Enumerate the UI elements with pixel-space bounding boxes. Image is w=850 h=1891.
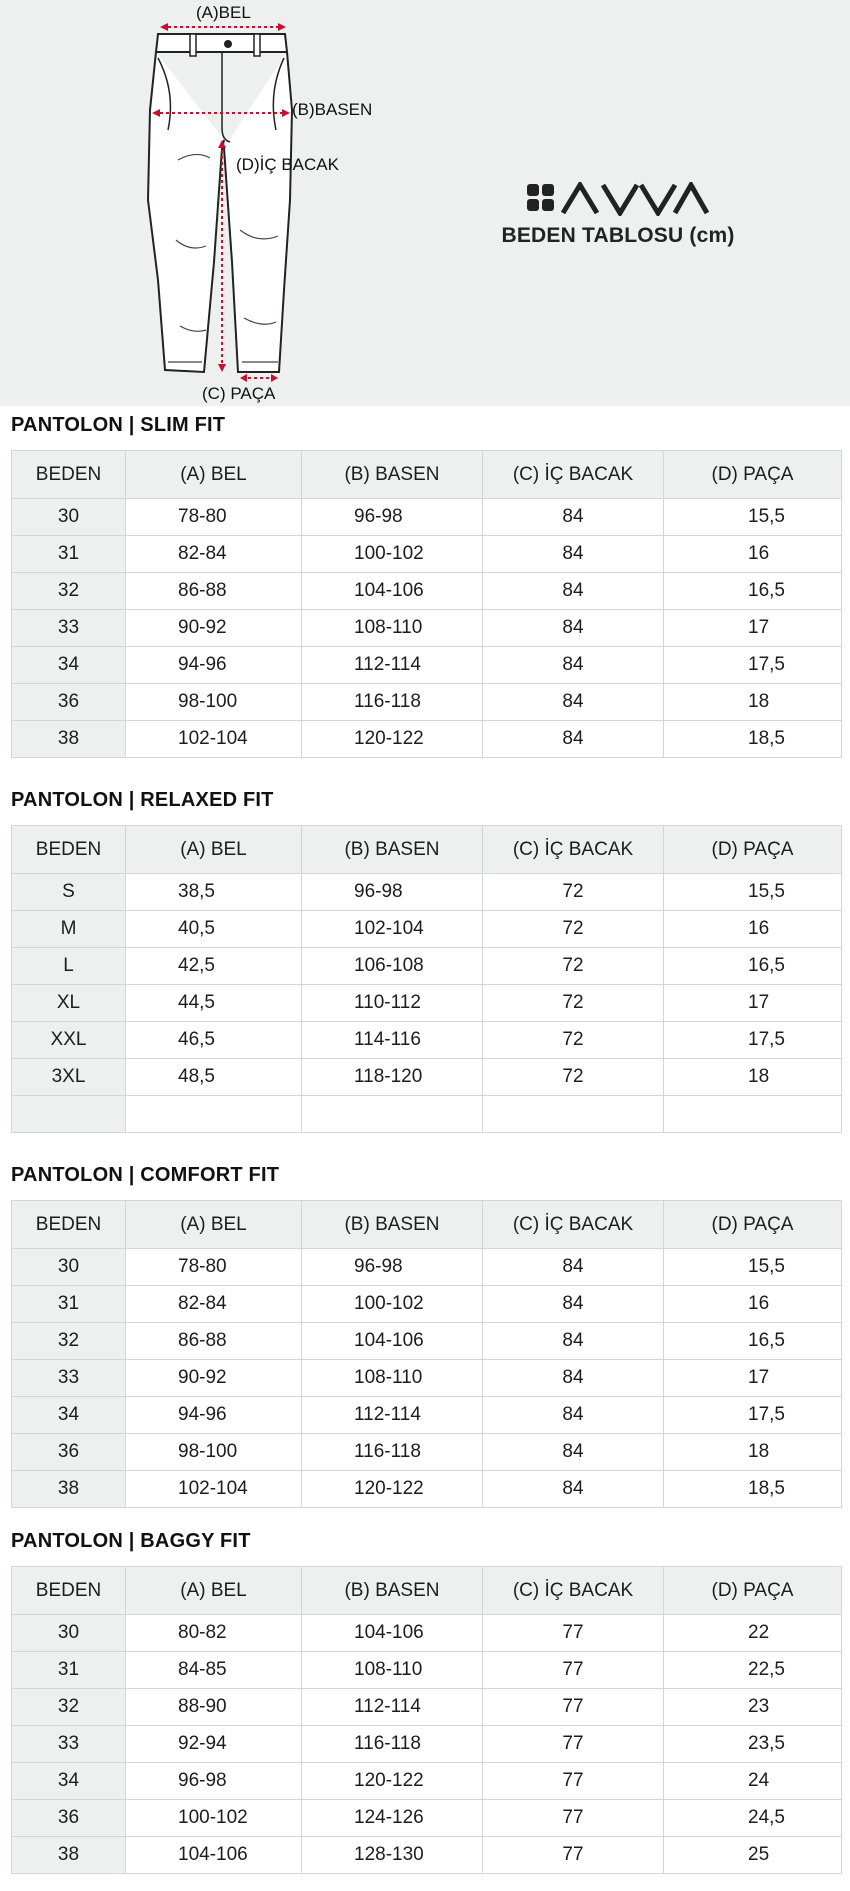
table-row (12, 1726, 842, 1763)
cell: 112-114 (302, 647, 483, 684)
cell: L (12, 948, 126, 985)
table-row (12, 499, 842, 536)
col-header: (B) BASEN (302, 1567, 483, 1615)
cell: 42,5 (126, 948, 302, 985)
col-header: (D) PAÇA (664, 451, 842, 499)
col-header: (A) BEL (126, 826, 302, 874)
cell: 15,5 (664, 499, 842, 536)
cell: 16,5 (664, 948, 842, 985)
cell: 34 (12, 647, 126, 684)
table-row (12, 948, 842, 985)
cell: 84 (483, 1434, 664, 1471)
table-row (12, 874, 842, 911)
cell (12, 1096, 126, 1133)
table-row (12, 610, 842, 647)
cell: 114-116 (302, 1022, 483, 1059)
table-row (12, 1249, 842, 1286)
cell: 30 (12, 1615, 126, 1652)
cell: 104-106 (302, 1615, 483, 1652)
size-table (11, 450, 842, 758)
table-row (12, 1763, 842, 1800)
cell: 30 (12, 1249, 126, 1286)
brand-block (488, 182, 748, 248)
cell: 84 (483, 536, 664, 573)
table-row (12, 647, 842, 684)
label-basen: (B)BASEN (292, 100, 373, 119)
cell: 94-96 (126, 1397, 302, 1434)
col-header: (A) BEL (126, 1201, 302, 1249)
cell: 108-110 (302, 610, 483, 647)
table-header-row (12, 1567, 842, 1615)
col-header: (C) İÇ BACAK (483, 451, 664, 499)
table-row (12, 1397, 842, 1434)
size-chart-title: BEDEN TABLOSU (cm) (501, 224, 735, 247)
cell: 106-108 (302, 948, 483, 985)
pants-diagram (0, 0, 420, 406)
avva-logo (527, 182, 709, 216)
cell: 82-84 (126, 536, 302, 573)
cell: 24 (664, 1763, 842, 1800)
table-row (12, 1286, 842, 1323)
cell: 36 (12, 1800, 126, 1837)
cell: 15,5 (664, 874, 842, 911)
col-header: BEDEN (12, 451, 126, 499)
cell: 104-106 (302, 1323, 483, 1360)
cell: 18 (664, 684, 842, 721)
table-row (12, 573, 842, 610)
cell: 100-102 (302, 1286, 483, 1323)
cell: 98-100 (126, 1434, 302, 1471)
cell: 96-98 (302, 499, 483, 536)
cell: 17,5 (664, 1397, 842, 1434)
cell: 33 (12, 1726, 126, 1763)
cell: 32 (12, 1689, 126, 1726)
cell: 23,5 (664, 1726, 842, 1763)
cell: 84 (483, 721, 664, 758)
table-row (12, 1652, 842, 1689)
cell: 72 (483, 1022, 664, 1059)
cell: 77 (483, 1763, 664, 1800)
cell (664, 1096, 842, 1133)
cell: 16,5 (664, 1323, 842, 1360)
cell: 120-122 (302, 1471, 483, 1508)
cell: 16,5 (664, 573, 842, 610)
cell: 90-92 (126, 1360, 302, 1397)
cell: 104-106 (302, 573, 483, 610)
table-row (12, 536, 842, 573)
cell: 77 (483, 1800, 664, 1837)
table-row (12, 985, 842, 1022)
col-header: (A) BEL (126, 451, 302, 499)
col-header: BEDEN (12, 1567, 126, 1615)
cell: 84 (483, 1249, 664, 1286)
col-header: (B) BASEN (302, 451, 483, 499)
cell: 44,5 (126, 985, 302, 1022)
col-header: (B) BASEN (302, 1201, 483, 1249)
cell: 77 (483, 1726, 664, 1763)
cell: 38 (12, 1471, 126, 1508)
cell: 116-118 (302, 684, 483, 721)
cell: 108-110 (302, 1652, 483, 1689)
cell: 18 (664, 1434, 842, 1471)
cell: 84 (483, 1286, 664, 1323)
cell: 96-98 (302, 874, 483, 911)
table-section-baggy (11, 1529, 838, 1865)
cell: 15,5 (664, 1249, 842, 1286)
cell: 72 (483, 985, 664, 1022)
table-header-row (12, 826, 842, 874)
table-row (12, 684, 842, 721)
table-row (12, 1022, 842, 1059)
cell: 30 (12, 499, 126, 536)
cell: 24,5 (664, 1800, 842, 1837)
cell: 72 (483, 874, 664, 911)
table-title: PANTOLON | BAGGY FIT (11, 1530, 251, 1552)
size-guide-hero (0, 0, 850, 406)
cell: 78-80 (126, 1249, 302, 1286)
cell: 84 (483, 647, 664, 684)
table-header-row (12, 451, 842, 499)
cell (302, 1096, 483, 1133)
cell: 32 (12, 1323, 126, 1360)
cell: S (12, 874, 126, 911)
table-row (12, 1471, 842, 1508)
cell: 33 (12, 1360, 126, 1397)
cell: 38 (12, 721, 126, 758)
cell: XL (12, 985, 126, 1022)
cell: 33 (12, 610, 126, 647)
size-table (11, 1566, 842, 1874)
cell: 72 (483, 911, 664, 948)
cell: 18,5 (664, 721, 842, 758)
cell: 77 (483, 1837, 664, 1874)
table-row (12, 1689, 842, 1726)
cell: 84 (483, 573, 664, 610)
cell: 48,5 (126, 1059, 302, 1096)
col-header: BEDEN (12, 1201, 126, 1249)
cell: 77 (483, 1689, 664, 1726)
cell: 18 (664, 1059, 842, 1096)
cell: 84 (483, 1323, 664, 1360)
cell: 77 (483, 1615, 664, 1652)
cell: 104-106 (126, 1837, 302, 1874)
col-header: (B) BASEN (302, 826, 483, 874)
table-section-comfort (11, 1163, 838, 1499)
cell: 80-82 (126, 1615, 302, 1652)
cell: XXL (12, 1022, 126, 1059)
cell: 16 (664, 1286, 842, 1323)
cell (483, 1096, 664, 1133)
table-title: PANTOLON | SLIM FIT (11, 414, 226, 436)
cell: 88-90 (126, 1689, 302, 1726)
cell: 84 (483, 684, 664, 721)
cell: 112-114 (302, 1689, 483, 1726)
cell: 116-118 (302, 1434, 483, 1471)
cell: 92-94 (126, 1726, 302, 1763)
cell: 46,5 (126, 1022, 302, 1059)
col-header: (C) İÇ BACAK (483, 826, 664, 874)
cell: 108-110 (302, 1360, 483, 1397)
cell: 77 (483, 1652, 664, 1689)
cell: 84 (483, 1360, 664, 1397)
cell: 22 (664, 1615, 842, 1652)
table-row (12, 1096, 842, 1133)
cell: 86-88 (126, 1323, 302, 1360)
size-table (11, 825, 842, 1133)
cell: 84 (483, 1471, 664, 1508)
cell: 124-126 (302, 1800, 483, 1837)
cell: 16 (664, 911, 842, 948)
table-title: PANTOLON | COMFORT FIT (11, 1164, 280, 1186)
table-header-row (12, 1201, 842, 1249)
col-header: (C) İÇ BACAK (483, 1567, 664, 1615)
cell: 90-92 (126, 610, 302, 647)
cell: 72 (483, 948, 664, 985)
label-paca: (C) PAÇA (202, 384, 276, 403)
cell: 116-118 (302, 1726, 483, 1763)
table-row (12, 911, 842, 948)
cell: 23 (664, 1689, 842, 1726)
col-header: (C) İÇ BACAK (483, 1201, 664, 1249)
label-bel: (A)BEL (196, 3, 251, 22)
cell: 102-104 (126, 1471, 302, 1508)
table-row (12, 1615, 842, 1652)
cell: 84 (483, 610, 664, 647)
table-row (12, 721, 842, 758)
cell: 40,5 (126, 911, 302, 948)
table-row (12, 1434, 842, 1471)
cell: 96-98 (126, 1763, 302, 1800)
table-row (12, 1800, 842, 1837)
cell: 18,5 (664, 1471, 842, 1508)
cell: 128-130 (302, 1837, 483, 1874)
col-header: (D) PAÇA (664, 1567, 842, 1615)
cell: 31 (12, 1652, 126, 1689)
table-title: PANTOLON | RELAXED FIT (11, 789, 274, 811)
table-row (12, 1323, 842, 1360)
cell: 72 (483, 1059, 664, 1096)
cell: 102-104 (126, 721, 302, 758)
table-row (12, 1059, 842, 1096)
cell (126, 1096, 302, 1133)
cell: 32 (12, 573, 126, 610)
col-header: (A) BEL (126, 1567, 302, 1615)
cell: 36 (12, 684, 126, 721)
cell: 120-122 (302, 721, 483, 758)
cell: 25 (664, 1837, 842, 1874)
cell: 34 (12, 1763, 126, 1800)
label-ic-bacak: (D)İÇ BACAK (236, 155, 339, 174)
cell: 84 (483, 1397, 664, 1434)
cell: M (12, 911, 126, 948)
cell: 78-80 (126, 499, 302, 536)
cell: 17,5 (664, 1022, 842, 1059)
table-section-slim (11, 413, 838, 749)
col-header: BEDEN (12, 826, 126, 874)
cell: 84 (483, 499, 664, 536)
cell: 112-114 (302, 1397, 483, 1434)
cell: 22,5 (664, 1652, 842, 1689)
table-section-relaxed (11, 788, 838, 1087)
cell: 17 (664, 985, 842, 1022)
cell: 17,5 (664, 647, 842, 684)
cell: 98-100 (126, 684, 302, 721)
col-header: (D) PAÇA (664, 826, 842, 874)
cell: 110-112 (302, 985, 483, 1022)
cell: 17 (664, 1360, 842, 1397)
cell: 31 (12, 1286, 126, 1323)
cell: 100-102 (126, 1800, 302, 1837)
cell: 94-96 (126, 647, 302, 684)
cell: 96-98 (302, 1249, 483, 1286)
cell: 38 (12, 1837, 126, 1874)
cell: 82-84 (126, 1286, 302, 1323)
cell: 100-102 (302, 536, 483, 573)
cell: 86-88 (126, 573, 302, 610)
cell: 36 (12, 1434, 126, 1471)
cell: 38,5 (126, 874, 302, 911)
cell: 118-120 (302, 1059, 483, 1096)
cell: 102-104 (302, 911, 483, 948)
table-row (12, 1837, 842, 1874)
cell: 120-122 (302, 1763, 483, 1800)
cell: 3XL (12, 1059, 126, 1096)
cell: 84-85 (126, 1652, 302, 1689)
cell: 31 (12, 536, 126, 573)
size-table (11, 1200, 842, 1508)
cell: 17 (664, 610, 842, 647)
cell: 16 (664, 536, 842, 573)
table-row (12, 1360, 842, 1397)
cell: 34 (12, 1397, 126, 1434)
col-header: (D) PAÇA (664, 1201, 842, 1249)
